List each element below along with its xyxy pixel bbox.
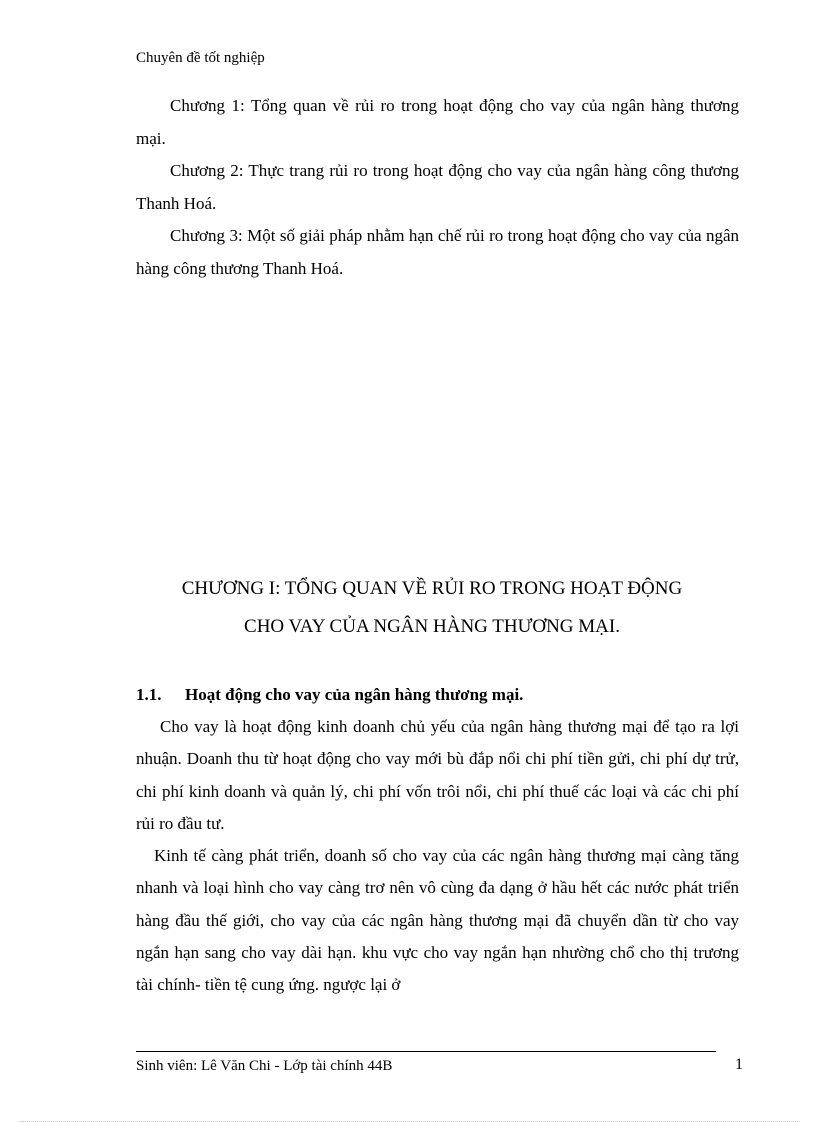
- body-paragraph: Kinh tế càng phát triển, doanh số cho vay của các ngân hàng thương mại càng tăng nhanh và loại hình cho vay càng trơ nên vô cùng đa dạng ở hầu hết các nước phát triển hàng đầu thế giới, cho vay của các ngân hàng thương mại đã chuyển dần từ cho vay ngắn hạn sang cho vay dài hạn. khu vực cho vay ngắn hạn nhường chổ cho thị trương tài chính- tiền tệ cung ứng. ngược lại ở: [136, 846, 739, 995]
- chapter-item: Chương 2: Thực trang rủi ro trong hoạt động cho vay của ngân hàng công thương Thanh Hoá.: [136, 161, 739, 213]
- section-heading: [136, 681, 739, 709]
- chapter-item: Chương 1: Tổng quan về rủi ro trong hoạt động cho vay của ngân hàng thương mại.: [136, 96, 739, 148]
- body-paragraph: Cho vay là hoạt động kinh doanh chủ yếu của ngân hàng thương mại để tạo ra lợi nhuận. Doanh thu từ hoạt động cho vay mới bù đắp nổi chi phí tiền gửi, chi phí dự trử, chi phí kinh doanh và quản lý, chi phí vốn trôi nổi, chi phí thuế các loại và các chi phí rủi ro đầu tư.: [136, 717, 739, 833]
- section-title: Hoạt động cho vay của ngân hàng thương mại.: [185, 685, 524, 704]
- chapter-title-line-2: CHO VAY CỦA NGÂN HÀNG THƯƠNG MẠI.: [244, 616, 620, 637]
- page-edge-dots: [20, 1121, 800, 1122]
- chapter-item: Chương 3: Một số giải pháp nhằm hạn chế rủi ro trong hoạt động cho vay của ngân hàng công thương Thanh Hoá.: [136, 226, 739, 278]
- section-number: 1.1.: [136, 685, 162, 704]
- body-text: [136, 711, 739, 1002]
- chapter-title-line-1: CHƯƠNG I: TỔNG QUAN VỀ RỦI RO TRONG HOẠT ĐỘNG: [181, 578, 683, 599]
- running-header: Chuyên đề tốt nghiệp: [136, 50, 265, 66]
- chapter-title: [136, 570, 728, 646]
- footer-student-info: Sinh viên: Lê Văn Chi - Lớp tài chính 44B: [136, 1058, 393, 1074]
- footer-divider: [136, 1051, 716, 1052]
- page-number: 1: [735, 1056, 743, 1073]
- chapter-list: [136, 90, 739, 285]
